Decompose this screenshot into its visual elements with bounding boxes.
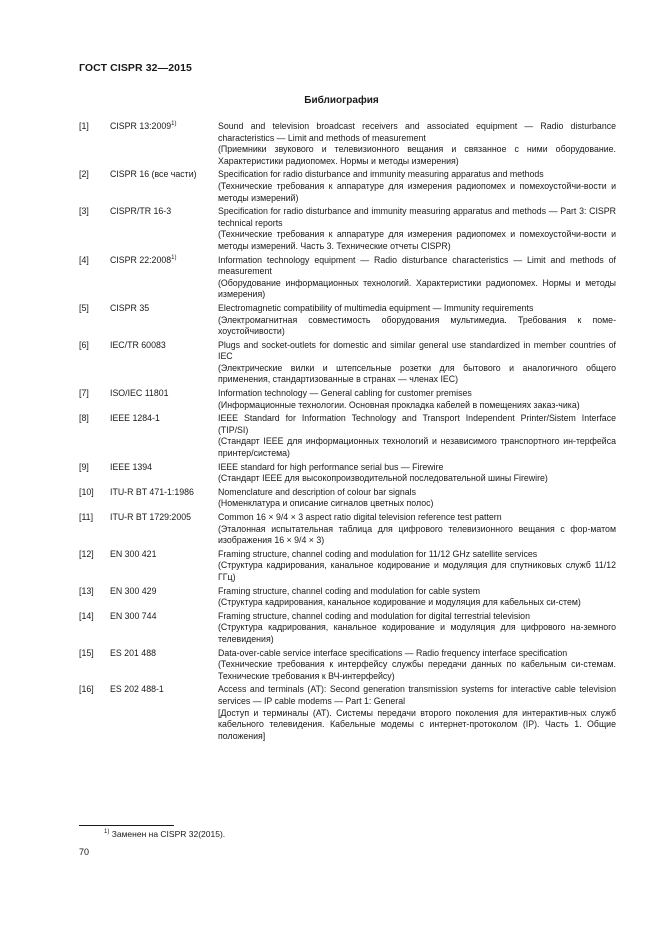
- entry-title-ru: (Номенклатура и описание сигналов цветных полос): [218, 498, 434, 509]
- entry-number: [13]: [79, 585, 94, 596]
- entry-reference-code: IEEE 1394: [110, 461, 153, 472]
- entry-title-ru: (Электромагнитная совместимость оборудования мультимедиа. Требования к поме-хоустойчивости): [218, 314, 616, 337]
- entry-reference-code: CISPR 16 (все части): [110, 169, 197, 180]
- entry-description: [218, 611, 616, 646]
- footnote: [104, 829, 225, 839]
- entry-reference-code: ISO/IEC 11801: [110, 388, 169, 399]
- entry-number: [6]: [79, 339, 89, 350]
- bibliography-entry: [79, 487, 616, 510]
- entry-title-ru: (Технические требования к аппаратуре для измерения радиопомех и помехоустойчи-вости и методы измерений): [218, 180, 616, 203]
- entry-title-en: Information technology equipment — Radio disturbance characteristics — Limit and methods of measurement: [218, 254, 616, 277]
- entry-reference-code: EN 300 429: [110, 585, 157, 596]
- entry-title-ru: (Оборудование информационных технологий. Характеристики радиопомех. Нормы и методы измерения): [218, 277, 616, 300]
- entry-title-en: Information technology — General cabling for customer premises: [218, 388, 472, 399]
- entry-description: [218, 340, 616, 386]
- bibliography-entry: [79, 255, 616, 301]
- entry-number: [5]: [79, 302, 89, 313]
- entry-number: [16]: [79, 684, 94, 695]
- entry-reference-code: ITU-R BT 1729:2005: [110, 512, 192, 522]
- entry-reference-code: CISPR 22:2008: [110, 254, 172, 265]
- entry-title-ru: (Структура кадрирования, канальное кодирование и модуляция для спутниковых служб 11/12 ГГц): [218, 560, 616, 582]
- entry-reference: [110, 340, 218, 386]
- entry-number: [11]: [79, 512, 94, 522]
- entry-description: [218, 487, 616, 510]
- entry-title-en: Access and terminals (AT): Second generation transmission systems for interactive cable television services — IP cable modems — Part 1: General: [218, 684, 616, 706]
- entry-title-ru: (Технические требования к аппаратуре для измерения радиопомех и помехоустойчи-вости и методы измерений. Часть 3. Технические отчеты CISPR): [218, 229, 616, 251]
- entry-description: [218, 549, 616, 584]
- entry-number: [9]: [79, 461, 89, 472]
- entry-title-ru: (Стандарт IEEE для высокопроизводительной последовательной шины Firewire): [218, 473, 548, 484]
- entry-title-en: Specification for radio disturbance and immunity measuring apparatus and methods: [218, 169, 544, 180]
- entry-number: [10]: [79, 486, 94, 497]
- footnote-divider: [79, 825, 174, 826]
- entry-title-en: IEEE standard for high performance serial bus — Firewire: [218, 461, 444, 472]
- entry-reference: [110, 388, 218, 411]
- entry-reference-code: EN 300 744: [110, 610, 157, 621]
- entry-reference: [110, 121, 218, 167]
- entry-reference-code: EN 300 421: [110, 548, 157, 559]
- entry-reference-code: ES 202 488-1: [110, 684, 164, 695]
- entry-reference: [110, 487, 218, 510]
- entry-description: [218, 121, 616, 167]
- entry-number: [14]: [79, 610, 94, 621]
- bibliography-entry: [79, 512, 616, 547]
- entry-description: [218, 684, 616, 742]
- entry-title-en: Nomenclature and description of colour bar signals: [218, 486, 417, 497]
- entry-reference-code: CISPR/TR 16-3: [110, 206, 172, 217]
- entry-number: [8]: [79, 413, 89, 424]
- entry-title-ru: (Стандарт IEEE для информационных технологий и независимого транспортного ин-терфейса принтер/система): [218, 436, 616, 459]
- page-header: ГОСТ CISPR 32—2015: [79, 62, 192, 74]
- entry-title-en: Data-over-cable service interface specifications — Radio frequency interface specification: [218, 647, 568, 658]
- bibliography-entry: [79, 340, 616, 386]
- entry-title-ru: (Эталонная испытательная таблица для цифрового телевизионного вещания с фор-матом изображения 16 × 9/4 × 3): [218, 523, 616, 546]
- entry-title-ru: [Доступ и терминалы (AT). Системы передачи второго поколения для интерактив-ных служб кабельного телевидения. Кабельные модемы с интернет-протоколом (IP). Часть 1. Общие положения]: [218, 707, 616, 741]
- entry-title-en: Plugs and socket-outlets for domestic and similar general use standardized in member countries of IEC: [218, 339, 616, 362]
- footnote-reference: 1): [171, 121, 177, 127]
- bibliography-entry: [79, 206, 616, 252]
- bibliography-entry: [79, 462, 616, 485]
- entry-reference: [110, 169, 218, 204]
- entry-description: [218, 648, 616, 683]
- entry-reference: [110, 586, 218, 609]
- entry-description: [218, 512, 616, 547]
- footnote-reference: 1): [171, 254, 177, 261]
- bibliography-entry: [79, 549, 616, 584]
- entry-reference: [110, 413, 218, 459]
- entry-reference-code: CISPR 13:2009: [110, 121, 172, 131]
- bibliography-entry: [79, 169, 616, 204]
- entry-description: [218, 255, 616, 301]
- entry-title-ru: (Структура кадрирования, канальное кодирование и модуляция для цифрового на-земного телевидения): [218, 622, 616, 644]
- entry-title-en: Specification for radio disturbance and immunity measuring apparatus and methods — Part 3: CISPR technical reports: [218, 206, 616, 228]
- page-number: 70: [79, 847, 90, 857]
- entry-description: [218, 413, 616, 459]
- bibliography-entry: [79, 388, 616, 411]
- entry-reference: [110, 611, 218, 646]
- entry-title-en: Common 16 × 9/4 × 3 aspect ratio digital television reference test pattern: [218, 512, 502, 522]
- entry-title-en: Electromagnetic compatibility of multimedia equipment — Immunity requirements: [218, 302, 534, 313]
- entry-title-ru: (Технические требования к интерфейсу службы передачи данных по кабельным си-стемам. Технические требования к ВЧ-интерфейсу): [218, 659, 616, 681]
- entry-title-ru: (Информационные технологии. Основная прокладка кабелей в помещениях заказ-чика): [218, 399, 580, 410]
- entry-description: [218, 462, 616, 485]
- entry-number: [12]: [79, 548, 94, 559]
- entry-reference: [110, 303, 218, 338]
- footnote-mark: 1): [104, 829, 110, 835]
- entry-reference-code: ES 201 488: [110, 647, 156, 658]
- entry-number: [7]: [79, 388, 89, 399]
- entry-description: [218, 206, 616, 252]
- entry-number: [3]: [79, 206, 89, 217]
- entry-title-en: Framing structure, channel coding and modulation for digital terrestrial television: [218, 610, 530, 621]
- bibliography-entry: [79, 121, 616, 167]
- entry-reference-code: IEC/TR 60083: [110, 339, 166, 350]
- entry-number: [15]: [79, 647, 94, 658]
- bibliography-entry: [79, 648, 616, 683]
- entry-title-en: IEEE Standard for Information Technology and Transport Independent Printer/Sistem Interface (TIP/SI): [218, 413, 616, 435]
- entry-title-ru: (Электрические вилки и штепсельные розетки для бытового и аналогичного общего применения, стандартизованные в странах — членах IEC): [218, 362, 616, 385]
- entry-number: [1]: [79, 121, 89, 131]
- bibliography-entry: [79, 684, 616, 742]
- entry-reference-code: CISPR 35: [110, 302, 150, 313]
- entry-title-en: Sound and television broadcast receivers and associated equipment — Radio disturbance characteristics — Limit and methods of measurement: [218, 121, 616, 143]
- bibliography-entry: [79, 611, 616, 646]
- entry-title-en: Framing structure, channel coding and modulation for cable system: [218, 585, 481, 596]
- entry-reference: [110, 648, 218, 683]
- entry-reference: [110, 512, 218, 547]
- entry-title-en: Framing structure, channel coding and modulation for 11/12 GHz satellite services: [218, 548, 538, 559]
- section-title: Библиография: [304, 95, 379, 106]
- entry-description: [218, 303, 616, 338]
- entry-number: [4]: [79, 254, 89, 265]
- entry-description: [218, 169, 616, 204]
- entry-reference: [110, 549, 218, 584]
- entry-reference: [110, 206, 218, 252]
- bibliography-entry: [79, 413, 616, 459]
- entry-reference-code: IEEE 1284-1: [110, 413, 160, 424]
- entry-reference: [110, 255, 218, 301]
- bibliography-entry: [79, 586, 616, 609]
- entry-title-ru: (Приемники звукового и телевизионного вещания и связанное с ними оборудование. Характеристики радиопомех. Нормы и методы измерения): [218, 144, 616, 166]
- entry-reference-code: ITU-R BT 471-1:1986: [110, 486, 194, 497]
- entry-reference: [110, 462, 218, 485]
- entry-title-ru: (Структура кадрирования, канальное кодирование и модуляция для кабельных си-стем): [218, 597, 581, 608]
- entry-reference: [110, 684, 218, 742]
- bibliography-list: [79, 121, 616, 744]
- entry-description: [218, 388, 616, 411]
- footnote-text: Заменен на CISPR 32(2015).: [111, 829, 226, 839]
- entry-description: [218, 586, 616, 609]
- bibliography-entry: [79, 303, 616, 338]
- entry-number: [2]: [79, 169, 89, 180]
